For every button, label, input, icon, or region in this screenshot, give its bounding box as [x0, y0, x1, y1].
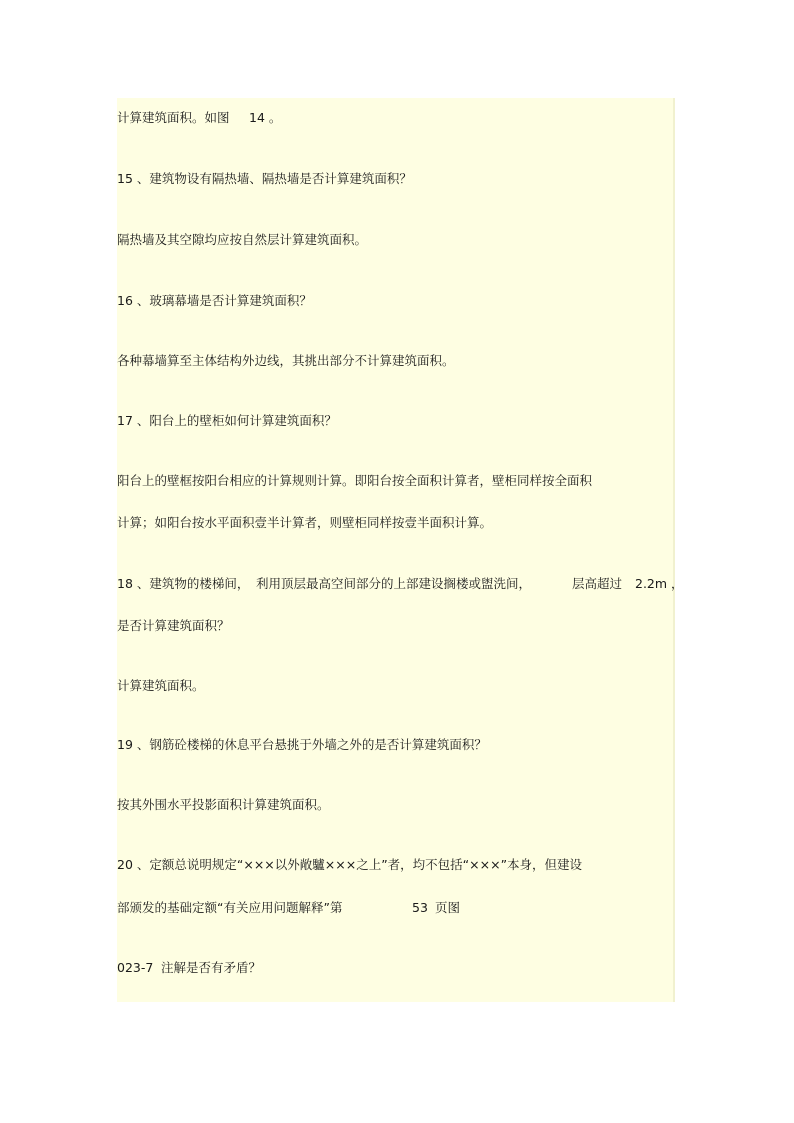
question-18-line-2 [117, 618, 230, 650]
text-segment: 是否计算建筑面积？ [117, 618, 230, 633]
text-segment: 阳台上的壁框按阳台相应的计算规则计算。即阳台按全面积计算者，壁柜同样按全面积 [117, 473, 593, 488]
text-segment: 页图 [435, 900, 461, 915]
answer-16 [117, 353, 455, 385]
text-segment: 各种幕墙算至主体结构外边线，其挑出部分不计算建筑面积。 [117, 353, 455, 368]
answer-15 [117, 232, 368, 264]
text-segment: 计算建筑面积。 [117, 678, 205, 693]
text-segment: 16 、玻璃幕墙是否计算建筑面积？ [117, 293, 312, 308]
text-segment: 2.2m ， [635, 576, 684, 591]
text-segment: 计算建筑面积。如图 [117, 110, 230, 125]
question-17 [117, 413, 337, 445]
text-segment: 15 、建筑物设有隔热墙、隔热墙是否计算建筑面积？ [117, 171, 412, 186]
panel-edge [673, 98, 675, 1002]
text-segment: 19 、钢筋砼楼梯的休息平台悬挑于外墙之外的是否计算建筑面积？ [117, 737, 487, 752]
text-segment: 注解是否有矛盾？ [161, 960, 262, 975]
text-segment: 14 。 [249, 110, 282, 125]
text-segment: 层高超过 [572, 576, 623, 591]
answer-19 [117, 797, 330, 829]
question-20-line-2 [117, 900, 461, 964]
text-segment: 17 、阳台上的壁柜如何计算建筑面积？ [117, 413, 337, 428]
text-segment: 53 [412, 900, 428, 915]
text-segment: 利用顶层最高空间部分的上部建设搁楼或盥洗间， [256, 576, 532, 591]
question-19 [117, 737, 487, 769]
answer-17-line-1 [117, 473, 593, 505]
text-segment: 023-7 [117, 960, 154, 975]
text-line-1 [117, 110, 282, 158]
question-16 [117, 293, 312, 325]
text-segment: 18 、建筑物的楼梯间， [117, 576, 250, 591]
text-segment: 按其外围水平投影面积计算建筑面积。 [117, 797, 330, 812]
text-segment: 计算；如阳台按水平面积壹半计算者，则壁柜同样按壹半面积计算。 [117, 515, 493, 530]
question-15 [117, 171, 412, 203]
answer-17-line-2 [117, 515, 493, 547]
question-20-line-3 [117, 960, 262, 1008]
text-segment: 隔热墙及其空隙均应按自然层计算建筑面积。 [117, 232, 368, 247]
question-20-line-1 [117, 857, 583, 889]
answer-18 [117, 678, 205, 710]
text-segment: 部颁发的基础定额“有关应用问题解释”第 [117, 900, 343, 915]
text-segment: 20 、定额总说明规定“×××以外敞驢×××之上”者，均不包括“×××”本身，但建设 [117, 857, 583, 872]
